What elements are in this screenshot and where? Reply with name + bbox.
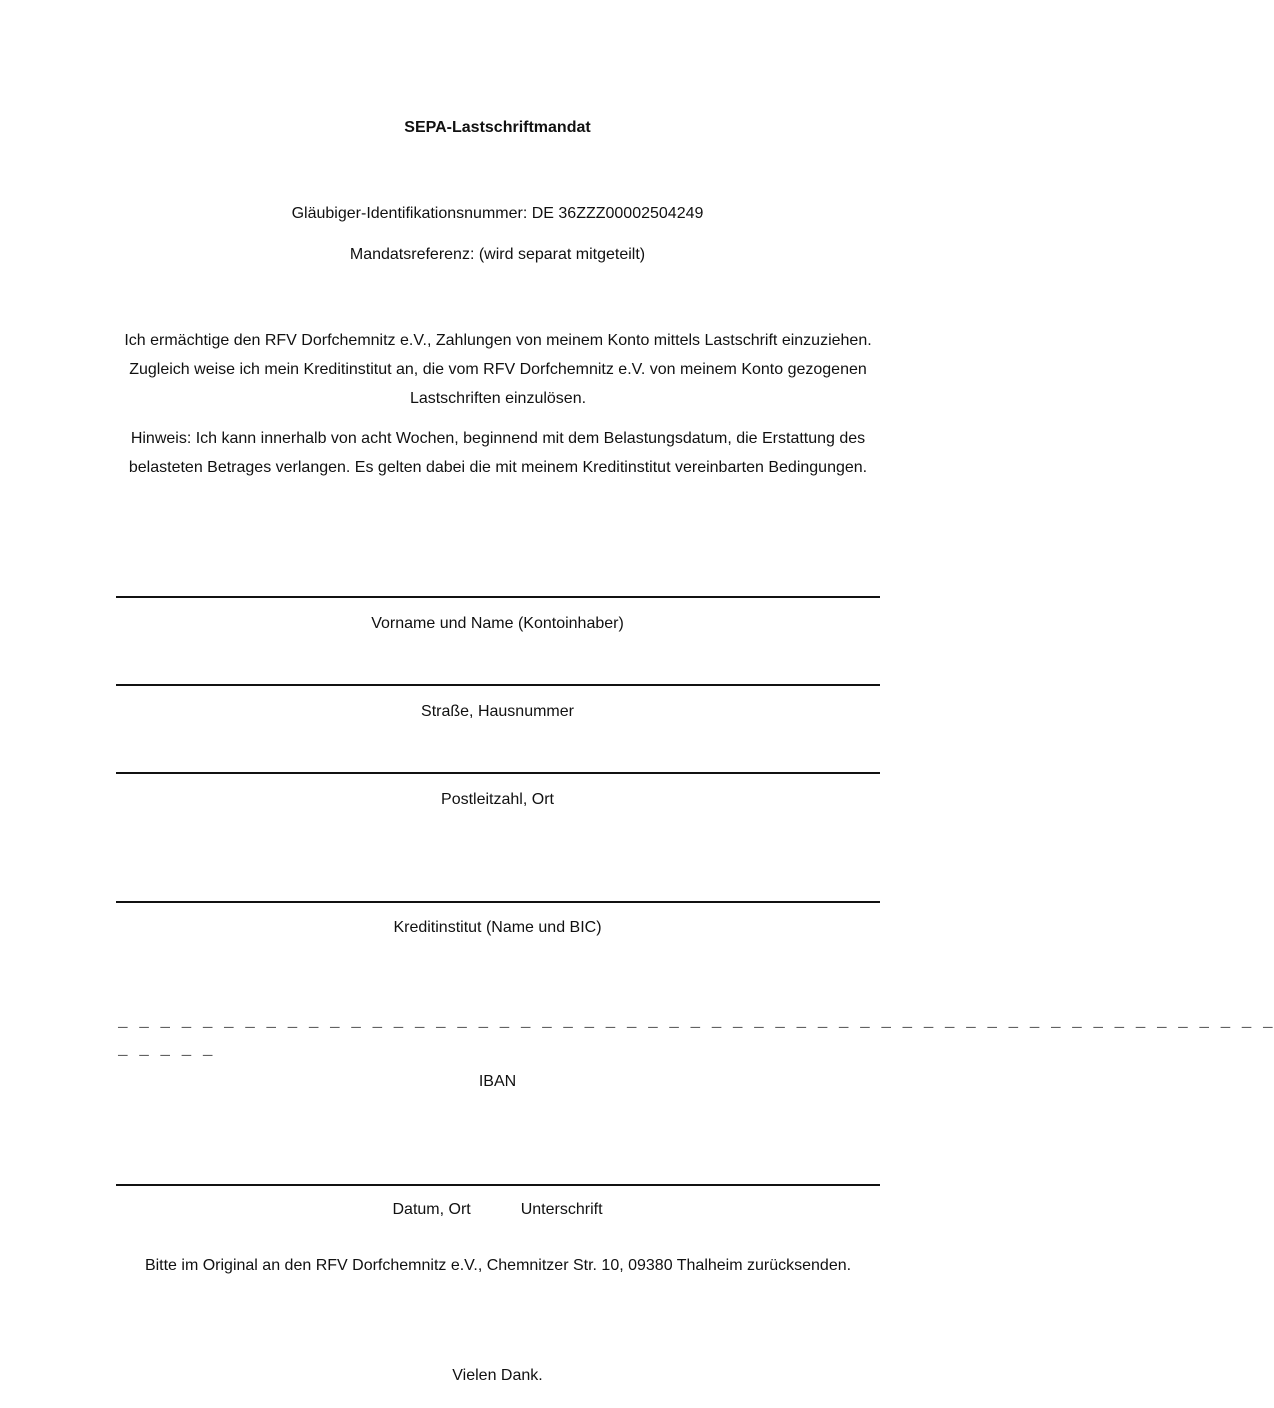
date-signature-labels [0,1201,995,1219]
name-signature-line[interactable] [116,596,880,598]
return-instructions: Bitte im Original an den RFV Dorfchemnitz e.V., Chemnitzer Str. 10, 09380 Thalheim zurücksenden. [144,1257,852,1274]
iban-dash-line-2[interactable]: _ _ _ _ _ [118,1041,214,1059]
iban-dash-line-1[interactable]: _ _ _ _ _ _ _ _ _ _ _ _ _ _ _ _ _ _ _ _ _ _ _ _ _ _ _ _ _ _ _ _ _ _ _ _ _ _ _ _ _ _ _ _ _ _ _ _ _ _ _ _ _ _ _ [118,1013,1274,1031]
thanks-text: Vielen Dank. [452,1367,543,1384]
zip-signature-line[interactable] [116,772,880,774]
authorization-text: Ich ermächtige den RFV Dorfchemnitz e.V., Zahlungen von meinem Konto mittels Lastschrift einzuziehen. Zugleich weise ich mein Kreditinstitut an, die vom RFV Dorfchemnitz e.V. von meinem Konto gezogenen Lastschriften einzulösen. [124,332,872,407]
bank-signature-line[interactable] [116,901,880,903]
creditor-id: Gläubiger-Identifikationsnummer: DE 36ZZZ00002504249 [291,205,704,222]
date-label: Datum, Ort [392,1201,471,1218]
date-signature-line[interactable] [116,1184,880,1186]
street-signature-line[interactable] [116,684,880,686]
signature-label: Unterschrift [520,1201,603,1218]
notice-text: Hinweis: Ich kann innerhalb von acht Wochen, beginnend mit dem Belastungsdatum, die Erstattung des belasteten Betrages verlangen. Es gelten dabei die mit meinem Kreditinstitut vereinbarten Bedingungen. [128,430,868,476]
zip-label: Postleitzahl, Ort [441,791,554,808]
bank-label: Kreditinstitut (Name und BIC) [393,919,602,936]
iban-label: IBAN [478,1073,517,1090]
street-label: Straße, Hausnummer [421,703,574,720]
document-title: SEPA-Lastschriftmandat [404,119,591,136]
mandate-reference: Mandatsreferenz: (wird separat mitgeteilt) [349,246,646,263]
name-label: Vorname und Name (Kontoinhaber) [371,615,624,632]
